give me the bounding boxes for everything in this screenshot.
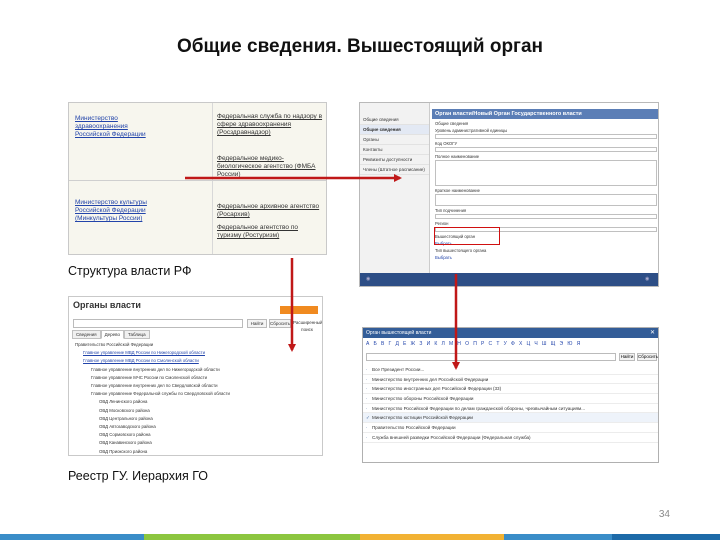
organ-list-item[interactable] bbox=[363, 394, 658, 404]
reset-button[interactable]: Сбросить bbox=[270, 321, 291, 326]
service-link[interactable]: Федеральное агентство по туризму (Ростуризм) bbox=[217, 224, 298, 239]
bullet-icon: · bbox=[366, 425, 368, 431]
column-divider bbox=[212, 103, 213, 255]
tree-node[interactable]: ОВД Канавинского района bbox=[99, 440, 152, 446]
okogu-field[interactable] bbox=[435, 147, 657, 152]
tree-node[interactable]: ОВД Центрального района bbox=[99, 415, 153, 421]
field-label: Краткое наименование bbox=[435, 188, 480, 193]
orange-button[interactable] bbox=[280, 306, 318, 314]
picker-reset-button[interactable]: Сбросить bbox=[638, 354, 659, 359]
status-icon: ◉ bbox=[366, 276, 371, 282]
field-label: Вышестоящий орган bbox=[435, 234, 476, 239]
ministry-link[interactable]: Министерство здравоохранения Российской Федерации bbox=[75, 115, 146, 138]
form-sidebar bbox=[360, 103, 430, 275]
slide-title: Общие сведения. Вышестоящий орган bbox=[176, 36, 544, 57]
registry-title: Органы власти bbox=[73, 300, 141, 310]
alphabet-letter[interactable]: Г bbox=[388, 341, 392, 347]
service-link[interactable]: Федеральное архивное агентство (Росархив) bbox=[217, 203, 320, 218]
organ-list-item[interactable] bbox=[363, 404, 658, 414]
bottom-bar-segment bbox=[504, 534, 612, 540]
organ-list-item[interactable] bbox=[363, 423, 658, 433]
registry-search-input[interactable] bbox=[73, 319, 243, 328]
field-label: Регион bbox=[435, 221, 449, 226]
organ-list-item-label: Правительство Российской Федерации bbox=[372, 425, 456, 431]
form-body bbox=[432, 103, 659, 275]
tree-node[interactable]: Главное управление МВД России по Нижегородской области bbox=[83, 350, 205, 356]
caption-power-structure: Структура власти РФ bbox=[68, 264, 192, 278]
alphabet-letter[interactable]: Щ bbox=[550, 341, 556, 347]
alphabet-letter[interactable]: П bbox=[473, 341, 477, 347]
parent-organ-picker-screenshot bbox=[362, 327, 659, 463]
form-header: Орган власти/Новый Орган Государственного власти bbox=[432, 109, 659, 119]
short-name-field[interactable] bbox=[435, 194, 657, 206]
organ-list-item-label: Все Президент России... bbox=[372, 367, 425, 372]
page-number: 34 bbox=[658, 509, 670, 520]
alphabet-letter[interactable]: И bbox=[426, 341, 431, 347]
bottom-bar-segment bbox=[0, 534, 144, 540]
organ-list bbox=[363, 365, 658, 443]
close-icon[interactable]: ✕ bbox=[649, 330, 655, 336]
field-label: Код ОКОГУ bbox=[435, 141, 458, 146]
tree-node[interactable]: Главное управление внутренних дел по Нижегородской области bbox=[91, 366, 220, 372]
ministry-link[interactable]: Министерство культуры Российской Федерации (Минкультуры России) bbox=[75, 199, 147, 222]
tab-table[interactable]: Таблица bbox=[124, 330, 150, 339]
bullet-icon: · bbox=[366, 367, 368, 372]
field-label: Тип подчинения bbox=[435, 208, 467, 213]
tree-node[interactable]: Главное управление МЧС России по Смоленской области bbox=[91, 374, 208, 380]
alphabet-letter[interactable]: Д bbox=[395, 341, 399, 347]
field-label: Полное наименование bbox=[435, 154, 480, 159]
bullet-icon: · bbox=[366, 376, 368, 382]
alphabet-letter[interactable]: Р bbox=[480, 341, 485, 347]
organ-list-item[interactable] bbox=[363, 375, 658, 385]
picker-titlebar bbox=[363, 328, 658, 338]
tree-node[interactable]: ОВД Сормовского района bbox=[99, 432, 151, 438]
organ-form-screenshot bbox=[359, 102, 659, 287]
alphabet-letter[interactable]: Б bbox=[373, 341, 377, 347]
alphabet-letter[interactable]: Л bbox=[441, 341, 445, 347]
field-label: Общие сведения bbox=[435, 121, 469, 126]
alphabet-letter[interactable]: О bbox=[465, 341, 469, 347]
organ-list-item-label: Министерство иностранных дел Российской Федерации (33) bbox=[372, 386, 502, 392]
alphabet-letter[interactable]: Ф bbox=[510, 341, 515, 347]
alphabet-letter[interactable]: Я bbox=[576, 341, 581, 347]
alphabet-letter[interactable]: Ч bbox=[534, 341, 538, 347]
alphabet-letter[interactable]: Н bbox=[457, 341, 461, 347]
power-structure-screenshot bbox=[68, 102, 327, 255]
organ-list-item[interactable] bbox=[363, 433, 658, 443]
bullet-icon: · bbox=[366, 434, 368, 440]
alphabet-letter[interactable]: М bbox=[448, 341, 454, 347]
check-icon: ✓ bbox=[366, 415, 370, 421]
choose-parent-button[interactable]: Выбрать bbox=[435, 241, 452, 246]
tree-node[interactable]: Главное управление внутренних дел по Свердловской области bbox=[91, 383, 218, 389]
bottom-color-bar bbox=[0, 534, 720, 540]
find-button[interactable]: Найти bbox=[247, 319, 267, 328]
picker-search-input[interactable] bbox=[366, 353, 616, 361]
organ-list-item-label: Служба внешней разведки Российской Федерации (Федеральная служба) bbox=[372, 434, 531, 440]
status-icon: ◉ bbox=[645, 276, 650, 282]
org-tree bbox=[75, 341, 320, 456]
alphabet-letter[interactable]: Ц bbox=[526, 341, 531, 347]
subordination-select[interactable] bbox=[435, 214, 657, 219]
full-name-field[interactable] bbox=[435, 160, 657, 186]
alphabet-letter[interactable]: З bbox=[419, 341, 423, 347]
field-label: Уровень административной единицы bbox=[435, 128, 508, 133]
tree-node[interactable]: Главное управление МВД России по Смоленской области bbox=[83, 358, 199, 364]
organ-list-item-label: Министерство юстиции Российской Федерации bbox=[372, 415, 473, 421]
tree-node[interactable]: ОВД Автозаводского района bbox=[99, 424, 156, 430]
sidebar-item[interactable]: Общие сведения bbox=[360, 115, 429, 125]
organ-list-item-label: Министерство внутренних дел Российской Федерации bbox=[372, 376, 489, 382]
organ-list-item-label: Министерство Российской Федерации по делам гражданской обороны, чрезвычайным ситуациям... bbox=[372, 405, 586, 411]
alphabet-letter[interactable]: Ж bbox=[410, 341, 416, 347]
sidebar-item-general[interactable]: Общие сведения bbox=[360, 125, 429, 135]
view-tabs bbox=[72, 330, 150, 339]
alphabet-letter[interactable]: Э bbox=[559, 341, 564, 347]
picker-title: Орган вышестоящей власти bbox=[366, 330, 432, 336]
alphabet-letter[interactable]: Ю bbox=[567, 341, 573, 347]
sidebar-item[interactable]: Реквизиты доступности bbox=[360, 155, 429, 165]
tree-node[interactable]: Главное управление Федеральной службы по Свердловской области bbox=[91, 391, 230, 397]
tab-tree[interactable]: Дерево bbox=[101, 330, 124, 339]
bullet-icon: · bbox=[366, 396, 368, 402]
sidebar-item[interactable]: Органы bbox=[360, 135, 429, 145]
row-divider bbox=[69, 180, 327, 181]
alphabet-letter[interactable]: К bbox=[434, 341, 438, 347]
tree-node[interactable]: ОВД Ленинского района bbox=[99, 399, 148, 405]
tree-node[interactable]: Правительство Российской Федерации bbox=[75, 342, 154, 347]
sidebar-item[interactable]: Контакты bbox=[360, 145, 429, 155]
bottom-bar-segment bbox=[144, 534, 360, 540]
bullet-icon: · bbox=[366, 405, 368, 411]
choose-type-button[interactable]: Выбрать bbox=[435, 255, 452, 260]
advanced-search-link[interactable]: Расширенный поиск bbox=[293, 320, 323, 332]
service-link[interactable]: Федеральное медико-биологическое агентство (ФМБА России) bbox=[217, 155, 316, 178]
organ-list-item[interactable] bbox=[363, 413, 658, 423]
bottom-bar-segment bbox=[360, 534, 504, 540]
service-link[interactable]: Федеральная служба по надзору в сфере здравоохранения (Росздравнадзор) bbox=[217, 113, 323, 136]
alphabet-letter[interactable]: В bbox=[381, 341, 385, 347]
alphabet-letter[interactable]: Х bbox=[518, 341, 523, 347]
registry-tree-screenshot bbox=[68, 296, 323, 456]
alphabet-letter[interactable]: Е bbox=[403, 341, 407, 347]
bullet-icon: · bbox=[366, 386, 368, 392]
alphabet-letter[interactable]: У bbox=[503, 341, 507, 347]
alphabet-filter bbox=[363, 338, 658, 350]
bottom-bar-segment bbox=[612, 534, 720, 540]
tree-node[interactable]: ОВД Приокского района bbox=[99, 448, 148, 454]
picker-find-button[interactable]: Найти bbox=[620, 354, 634, 359]
organ-list-item-label: Министерство обороны Российской Федерации bbox=[372, 396, 474, 402]
alphabet-letter[interactable]: Т bbox=[496, 341, 500, 347]
alphabet-letter[interactable]: Ш bbox=[541, 341, 547, 347]
tree-node[interactable]: ОВД Московского района bbox=[99, 407, 150, 413]
organ-list-item[interactable] bbox=[363, 384, 658, 394]
alphabet-letter[interactable]: С bbox=[488, 341, 493, 347]
form-status-bar bbox=[360, 273, 658, 286]
caption-registry: Реестр ГУ. Иерархия ГО bbox=[68, 469, 209, 483]
organ-list-item[interactable] bbox=[363, 365, 658, 375]
tab-info[interactable]: Сведения bbox=[72, 330, 101, 339]
level-select[interactable] bbox=[435, 134, 657, 139]
sidebar-item[interactable]: Члены (Штатное расписание) bbox=[360, 165, 429, 175]
parent-organ-highlight bbox=[434, 227, 500, 245]
field-label: Тип вышестоящего органа bbox=[435, 248, 487, 253]
alphabet-letter[interactable]: А bbox=[366, 341, 370, 347]
